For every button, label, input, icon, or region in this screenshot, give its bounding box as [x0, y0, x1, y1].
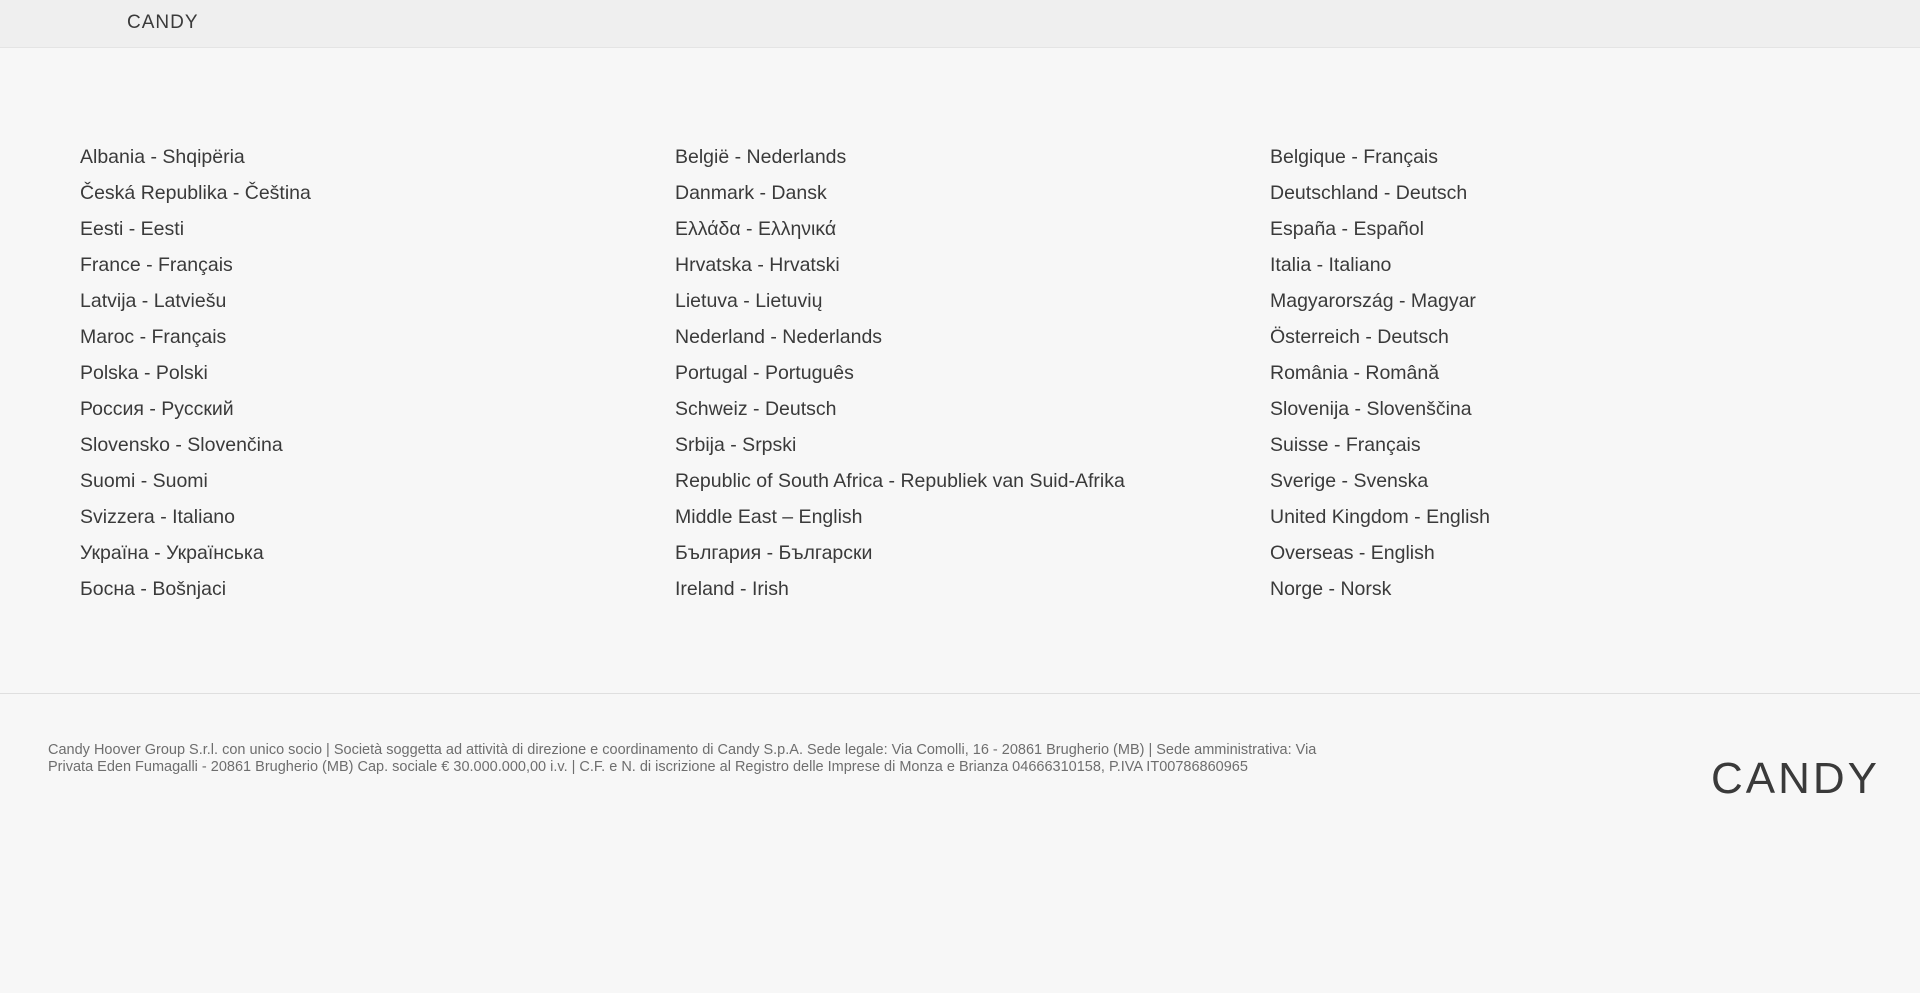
country-link[interactable]: Hrvatska - Hrvatski [675, 254, 840, 276]
country-link[interactable]: België - Nederlands [675, 146, 847, 168]
country-link[interactable]: Ελλάδα - Ελληνικά [675, 218, 837, 240]
country-link[interactable]: Danmark - Dansk [675, 182, 827, 204]
country-link[interactable]: Україна - Українська [80, 542, 264, 564]
country-column-1 [80, 139, 311, 607]
footer-candy-logo[interactable]: CANDY [1711, 754, 1881, 803]
country-link[interactable]: France - Français [80, 254, 233, 276]
country-link[interactable]: Eesti - Eesti [80, 218, 185, 240]
country-link[interactable]: Svizzera - Italiano [80, 506, 235, 528]
country-link[interactable]: Österreich - Deutsch [1270, 326, 1449, 348]
country-link[interactable]: Slovensko - Slovenčina [80, 434, 283, 456]
country-link[interactable]: Deutschland - Deutsch [1270, 182, 1468, 204]
country-link[interactable]: Italia - Italiano [1270, 254, 1392, 276]
candy-logo[interactable]: CANDY [127, 12, 199, 33]
country-link[interactable]: Ireland - Irish [675, 578, 789, 600]
country-link[interactable]: България - Български [675, 542, 873, 564]
country-link[interactable]: Россия - Русский [80, 398, 234, 420]
country-link[interactable]: Schweiz - Deutsch [675, 398, 837, 420]
footer-legal-line-2: Privata Eden Fumagalli - 20861 Brugherio (MB) Cap. sociale € 30.000.000,00 i.v. | C.F. e N. di iscrizione al Registro delle Imprese di Monza e Brianza 04666310158, P.IVA IT00786860965 [48, 758, 1248, 775]
country-link[interactable]: Magyarország - Magyar [1270, 290, 1476, 312]
country-link[interactable]: Slovenija - Slovenščina [1270, 398, 1472, 420]
footer-legal-text [48, 742, 1548, 775]
country-link[interactable]: España - Español [1270, 218, 1424, 240]
country-link[interactable]: Srbija - Srpski [675, 434, 797, 456]
site-header [0, 0, 1920, 48]
country-link[interactable]: Polska - Polski [80, 362, 208, 384]
country-link[interactable]: Česká Republika - Čeština [80, 182, 311, 204]
country-link[interactable]: Republic of South Africa - Republiek van Suid-Afrika [675, 470, 1125, 492]
country-selector [0, 139, 1920, 609]
country-link[interactable]: România - Română [1270, 362, 1440, 384]
country-link[interactable]: Albania - Shqipëria [80, 146, 245, 168]
country-link[interactable]: Portugal - Português [675, 362, 854, 384]
country-link[interactable]: Middle East – English [675, 506, 863, 528]
country-link[interactable]: Overseas - English [1270, 542, 1435, 564]
country-link[interactable]: Maroc - Français [80, 326, 227, 348]
country-link[interactable]: Belgique - Français [1270, 146, 1438, 168]
country-link[interactable]: Nederland - Nederlands [675, 326, 883, 348]
country-column-2 [675, 139, 1125, 607]
country-column-3 [1270, 139, 1490, 607]
country-link[interactable]: Suomi - Suomi [80, 470, 208, 492]
country-link[interactable]: Босна - Bošnjaci [80, 578, 227, 600]
country-link[interactable]: Latvija - Latviešu [80, 290, 227, 312]
country-link[interactable]: Sverige - Svenska [1270, 470, 1429, 492]
footer-divider [0, 693, 1920, 694]
country-link[interactable]: Suisse - Français [1270, 434, 1421, 456]
footer-legal-line-1: Candy Hoover Group S.r.l. con unico socio | Società soggetta ad attività di direzione e coordinamento di Candy S.p.A. Sede legale: Via Comolli, 16 - 20861 Brugherio (MB) | Sede amministrativa: Via [48, 742, 1317, 758]
country-link[interactable]: Norge - Norsk [1270, 578, 1392, 600]
country-link[interactable]: United Kingdom - English [1270, 506, 1491, 528]
country-link[interactable]: Lietuva - Lietuvių [675, 290, 823, 312]
